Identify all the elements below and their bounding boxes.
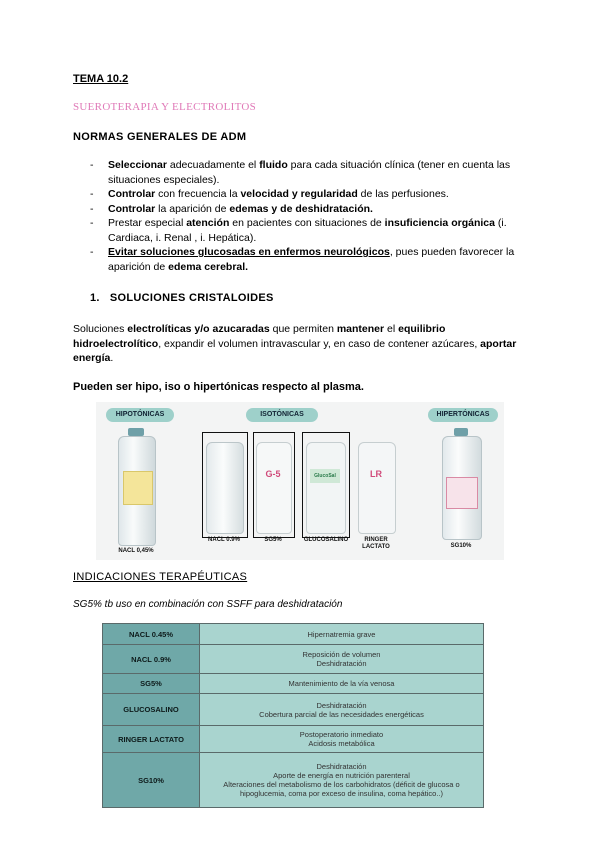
section-1-title: SOLUCIONES CRISTALOIDES xyxy=(109,292,274,304)
ringer-bag-mark: LR xyxy=(370,469,382,479)
table-row xyxy=(103,674,484,694)
text-run: edemas y de deshidratación. xyxy=(229,202,373,215)
glucosalino-bag xyxy=(306,442,346,534)
table-indication-cell xyxy=(200,645,484,674)
glucosalino-caption: GLUCOSALINO xyxy=(303,537,349,543)
text-run: atención xyxy=(186,217,230,229)
table-solution-cell: GLUCOSALINO xyxy=(103,694,200,726)
isotonicas-label: ISOTÓNICAS xyxy=(246,408,318,422)
table-indication-cell xyxy=(200,624,484,645)
table-indication-cell xyxy=(200,753,484,808)
topic-subtitle: SUEROTERAPIA Y ELECTROLITOS xyxy=(73,101,257,113)
text-run: Controlar xyxy=(108,202,156,215)
indication-line: Acidosis metabólica xyxy=(308,739,375,748)
indicaciones-note: SG5% tb uso en combinación con SSFF para deshidratación xyxy=(73,599,343,610)
nacl-045-bottle xyxy=(118,436,156,546)
table-row xyxy=(103,624,484,645)
text-run: Seleccionar xyxy=(108,159,167,171)
glucosalino-bag-mark: GlucoSal xyxy=(310,469,340,483)
normas-bullet-item xyxy=(90,216,530,245)
indication-line: Deshidratación xyxy=(316,659,367,668)
sg5-bag xyxy=(256,442,292,534)
nacl-09-bag xyxy=(206,442,244,534)
normas-bullet-item xyxy=(90,187,530,202)
text-run: adecuadamente el xyxy=(166,159,260,171)
table-indication-cell xyxy=(200,726,484,753)
indication-line: Deshidratación xyxy=(316,762,367,771)
sg5-bag-mark: G-5 xyxy=(265,469,281,479)
text-run: fluido xyxy=(259,159,288,171)
normas-bullet-item xyxy=(90,245,530,274)
ringer-caption: RINGER LACTATO xyxy=(362,537,390,550)
text-run: . xyxy=(110,352,114,364)
bottle-label-sticker xyxy=(446,477,478,509)
text-run: velocidad y regularidad xyxy=(240,188,358,200)
text-run: (i. Cardiaca, i. Renal , i. Hepática). xyxy=(108,217,507,244)
indication-line: hipoglucemia, coma por exceso de insulina, coma hepático..) xyxy=(239,789,444,798)
indicaciones-heading: INDICACIONES TERAPÉUTICAS xyxy=(73,571,248,583)
text-run: Prestar especial xyxy=(108,217,187,229)
normas-bullet-item xyxy=(90,158,530,187)
nacl-045-caption: NACL 0,45% xyxy=(118,548,154,554)
table-solution-cell: SG10% xyxy=(103,753,200,808)
table-solution-cell: SG5% xyxy=(103,674,200,694)
ringer-bag xyxy=(358,442,396,534)
text-run: electrolíticas y/o azucaradas xyxy=(127,323,270,335)
nacl-09-caption: NACL 0.9% xyxy=(208,537,240,543)
table-indication-cell xyxy=(200,674,484,694)
text-run: Controlar xyxy=(108,188,156,200)
indicaciones-table xyxy=(102,623,484,808)
topic-heading: TEMA 10.2 xyxy=(73,73,129,85)
plasma-statement: Pueden ser hipo, iso o hipertónicas respecto al plasma. xyxy=(73,381,364,393)
indication-line: Deshidratación xyxy=(316,700,367,710)
sg10-bottle xyxy=(442,436,482,540)
section-1-number: 1. xyxy=(90,292,100,304)
table-solution-cell: NACL 0.45% xyxy=(103,624,200,645)
indication-line: Mantenimiento de la vía venosa xyxy=(288,679,395,688)
indication-line: Hipernatremia grave xyxy=(307,629,376,639)
hipotonicas-label: HIPOTÓNICAS xyxy=(106,408,174,422)
text-run: insuficiencia orgánica xyxy=(384,217,495,229)
indication-line: Alteraciones del metabolismo de los carbohidratos (déficit de glucosa o xyxy=(223,780,460,789)
table-row xyxy=(103,726,484,753)
text-run: el xyxy=(384,323,399,335)
text-run: , expandir el volumen intravascular y, en caso de contener azúcares, xyxy=(158,337,481,350)
indication-line: Cobertura parcial de las necesidades energéticas xyxy=(259,709,424,719)
bottle-cap xyxy=(454,428,468,436)
table-row xyxy=(103,694,484,726)
text-run: aportar energía xyxy=(73,337,517,364)
table-row xyxy=(103,753,484,808)
bottles-figure xyxy=(96,402,504,560)
text-run: edema cerebral. xyxy=(168,260,249,273)
hipertonicas-label: HIPERTÓNICAS xyxy=(428,408,498,422)
section-normas-heading: NORMAS GENERALES DE ADM xyxy=(73,131,247,143)
text-run: Evitar soluciones glucosadas en enfermos neurológicos xyxy=(108,246,390,258)
table-indication-cell xyxy=(200,694,484,726)
table-row xyxy=(103,645,484,674)
text-run: la aparición de xyxy=(155,202,230,215)
text-run: que permiten xyxy=(269,323,337,335)
text-run: de las perfusiones. xyxy=(357,188,449,200)
text-run: equilibrio hidroelectrolítico xyxy=(73,323,446,350)
sg10-caption: SG10% xyxy=(450,543,472,549)
normas-bullet-list xyxy=(90,158,530,274)
table-solution-cell: NACL 0.9% xyxy=(103,645,200,674)
cristaloides-paragraph xyxy=(73,322,533,366)
text-run: para cada situación clínica (tener en cuenta las situaciones especiales). xyxy=(108,159,511,186)
sg5-caption: SG5% xyxy=(264,537,282,543)
section-1-heading xyxy=(90,292,274,304)
bottle-label-sticker xyxy=(123,471,153,505)
text-run: en pacientes con situaciones de xyxy=(229,217,385,229)
text-run: con frecuencia la xyxy=(155,188,241,200)
table-solution-cell: RINGER LACTATO xyxy=(103,726,200,753)
bottle-cap xyxy=(128,428,144,436)
text-run: mantener xyxy=(336,323,385,335)
indication-line: Postoperatorio inmediato xyxy=(299,730,384,739)
normas-bullet-item xyxy=(90,202,530,217)
text-run: Soluciones xyxy=(73,323,128,335)
text-run: , pues pueden favorecer la aparición de xyxy=(108,246,515,273)
indication-line: Aporte de energía en nutrición parenteral xyxy=(273,771,410,780)
indication-line: Reposición de volumen xyxy=(302,650,381,659)
